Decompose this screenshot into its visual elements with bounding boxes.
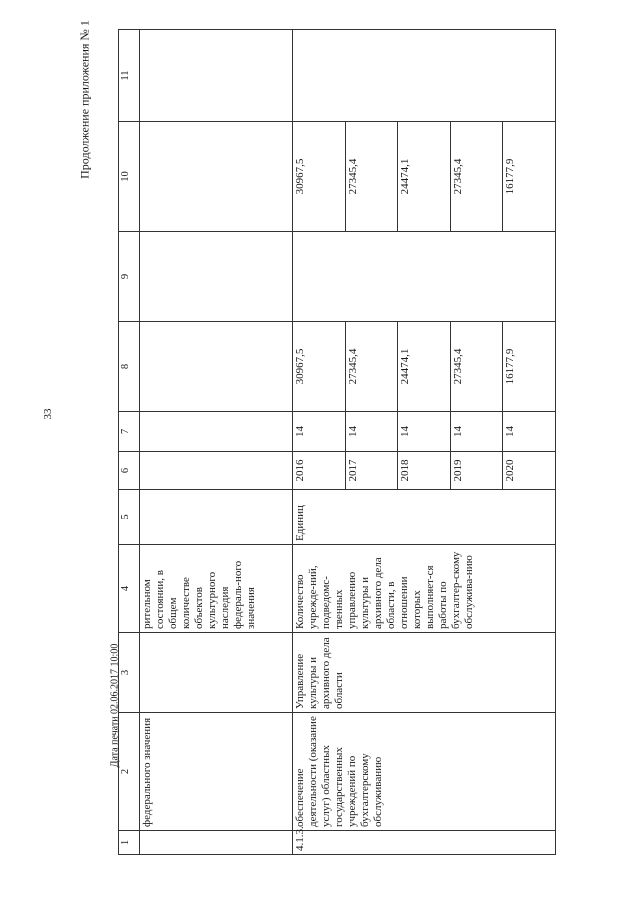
cell-col4: Количество учрежде-ний, подведомс-твенных управлению культуры и архивного дела области, в отношении которых выполняет-ся работы по бухгалтер-скому обслужива-нию bbox=[293, 545, 556, 633]
col-header: 11 bbox=[119, 30, 140, 122]
col-header: 7 bbox=[119, 412, 140, 452]
col7-cell: 27345,4 bbox=[450, 322, 503, 412]
col7-cell: 27345,4 bbox=[345, 322, 398, 412]
table-row bbox=[293, 30, 346, 855]
year-cell: 2016 bbox=[293, 452, 346, 490]
col9-cell: 27345,4 bbox=[450, 122, 503, 232]
data-table bbox=[118, 30, 608, 855]
col-header: 5 bbox=[119, 490, 140, 545]
cell-col2: федерального значения bbox=[140, 713, 293, 831]
col9-cell: 27345,4 bbox=[345, 122, 398, 232]
cell-col3: Управление культуры и архивного дела области bbox=[293, 633, 556, 713]
col6-cell: 14 bbox=[398, 412, 451, 452]
year-cell: 2020 bbox=[503, 452, 556, 490]
col6-cell: 14 bbox=[503, 412, 556, 452]
table-row bbox=[140, 30, 293, 855]
col9-cell: 24474,1 bbox=[398, 122, 451, 232]
cell-col2: обеспечение деятельности (оказание услуг) областных государственных учреждений по бухгалтерскому обслуживанию bbox=[293, 713, 556, 831]
col-header: 10 bbox=[119, 122, 140, 232]
year-cell: 2018 bbox=[398, 452, 451, 490]
col-header: 6 bbox=[119, 452, 140, 490]
cell-col4: рительном состоянии, в общем количестве объектов культурного наследия федераль-ного значения bbox=[140, 545, 293, 633]
col-header: 9 bbox=[119, 232, 140, 322]
col-header: 3 bbox=[119, 633, 140, 713]
col7-cell: 16177,9 bbox=[503, 322, 556, 412]
page-number: 33 bbox=[42, 408, 54, 420]
year-cell: 2019 bbox=[450, 452, 503, 490]
cell-col1: 4.1.3. bbox=[293, 831, 556, 855]
col9-cell: 16177,9 bbox=[503, 122, 556, 232]
year-cell: 2017 bbox=[345, 452, 398, 490]
col6-cell: 14 bbox=[450, 412, 503, 452]
column-numbers-row bbox=[119, 30, 140, 855]
appendix-title: Продолжение приложения № 1 bbox=[77, 20, 92, 179]
col-header: 2 bbox=[119, 713, 140, 831]
col6-cell: 14 bbox=[293, 412, 346, 452]
col7-cell: 30967,5 bbox=[293, 322, 346, 412]
col7-cell: 24474,1 bbox=[398, 322, 451, 412]
col9-cell: 30967,5 bbox=[293, 122, 346, 232]
print-date: Дата печати 02.06.2017 10:00 bbox=[109, 643, 121, 768]
col-header: 1 bbox=[119, 831, 140, 855]
col-header: 8 bbox=[119, 322, 140, 412]
cell-col5: Единиц bbox=[293, 490, 556, 545]
col6-cell: 14 bbox=[345, 412, 398, 452]
col-header: 4 bbox=[119, 545, 140, 633]
